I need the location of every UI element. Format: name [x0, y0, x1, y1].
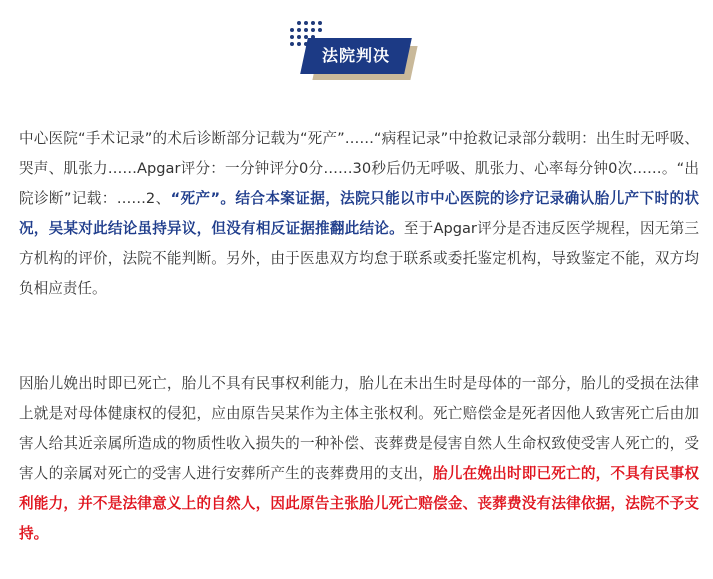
paragraph-compensation [19, 369, 699, 549]
paragraph-evidence-highlight: “死产”。结合本案证据，法院只能以市中心医院的诊疗记录确认胎儿产下时的状况，吴某对此结论虽持异议，但没有相反证据推翻此结论。 [19, 190, 699, 237]
section-header [0, 0, 713, 90]
paragraph-compensation-highlight: 胎儿在娩出时即已死亡的，不具有民事权利能力，并不是法律意义上的自然人，因此原告主张胎儿死亡赔偿金、丧葬费没有法律依据，法院不予支持。 [19, 465, 699, 542]
paragraph-evidence-text: 中心医院“手术记录”的术后诊断部分记载为“死产”……“病程记录”中抢救记录部分载明：出生时无呼吸、哭声、肌张力……Apgar评分：一分钟评分0分……30秒后仍无呼吸、肌张力、心率每分钟0次……。“出院诊断”记载：……2、 [19, 130, 699, 207]
section-title: 法院判决 [321, 46, 390, 65]
paragraph-compensation-text: 因胎儿娩出时即已死亡，胎儿不具有民事权利能力，胎儿在未出生时是母体的一部分，胎儿的受损在法律上就是对母体健康权的侵犯，应由原告吴某作为主体主张权利。死亡赔偿金是死者因他人致害死亡后由加害人给其近亲属所造成的物质性收入损失的一种补偿、丧葬费是侵害自然人生命权致使受害人死亡的，受害人的亲属对死亡的受害人进行安葬所产生的丧葬费用的支出， [19, 375, 699, 482]
paragraph-evidence [19, 124, 699, 304]
paragraph-evidence-text-continued: 至于Apgar评分是否违反医学规程，因无第三方机构的评价，法院不能判断。另外，由于医患双方均怠于联系或委托鉴定机构，导致鉴定不能，双方均负相应责任。 [19, 220, 699, 297]
